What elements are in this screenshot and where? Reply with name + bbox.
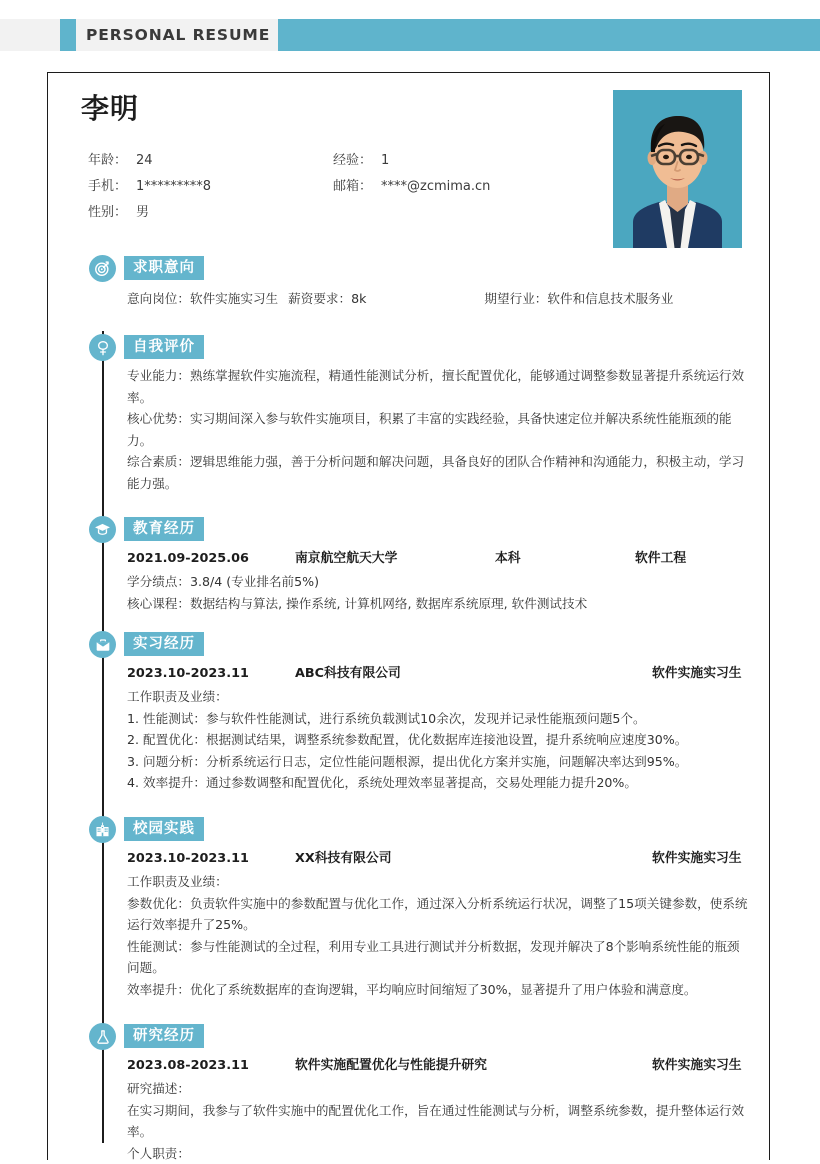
page-title: PERSONAL RESUME	[86, 19, 270, 51]
education-line: 核心课程：数据结构与算法, 操作系统, 计算机网络, 数据库系统原理, 软件测试技术	[127, 593, 752, 615]
contact-value: ****@zcmima.cn	[381, 179, 490, 194]
header-accent-bar	[60, 19, 76, 51]
internship-line: 工作职责及业绩：	[127, 686, 752, 708]
job-intention-body	[127, 288, 752, 310]
section-title-research: 研究经历	[124, 1024, 204, 1048]
campus-line: 工作职责及业绩：	[127, 871, 752, 893]
education-degree: 本科	[495, 547, 635, 571]
contact-label: 性别：	[88, 201, 127, 220]
campus-role: 软件实施实习生	[652, 847, 742, 871]
resume-card	[47, 72, 770, 1160]
contact-info-grid	[88, 145, 608, 223]
internship-role: 软件实施实习生	[652, 662, 742, 686]
industry-label: 期望行业：	[484, 288, 547, 310]
contact-field-phone	[88, 175, 333, 194]
campus-line: 性能测试：参与性能测试的全过程，利用专业工具进行测试并分析数据，发现并解决了8个影响系统性能的瓶颈问题。	[127, 936, 752, 979]
candidate-photo	[613, 90, 742, 248]
school-building-icon	[89, 816, 116, 843]
position-value: 软件实施实习生	[190, 288, 278, 310]
campus-spacer	[510, 847, 652, 871]
campus-line: 效率提升：优化了系统数据库的查询逻辑，平均响应时间缩短了30%，显著提升了用户体验和满意度。	[127, 979, 752, 1001]
section-title-internship: 实习经历	[124, 632, 204, 656]
internship-company: ABC科技有限公司	[295, 662, 510, 686]
campus-practice-body	[127, 847, 752, 1000]
internship-body	[127, 662, 752, 794]
contact-row	[88, 171, 608, 197]
award-icon	[89, 334, 116, 361]
education-school: 南京航空航天大学	[295, 547, 495, 571]
flask-icon	[89, 1023, 116, 1050]
contact-field-email	[333, 175, 490, 194]
self-evaluation-body	[127, 365, 752, 494]
internship-line: 3. 问题分析：分析系统运行日志，定位性能问题根源，提出优化方案并实施，问题解决率达到95%。	[127, 751, 752, 773]
contact-value: 24	[136, 153, 153, 168]
education-major: 软件工程	[635, 547, 686, 571]
research-spacer	[590, 1054, 652, 1078]
contact-row	[88, 145, 608, 171]
internship-line: 4. 效率提升：通过参数调整和配置优化，系统处理效率显著提高，交易处理能力提升20%。	[127, 772, 752, 794]
contact-field-experience	[333, 149, 389, 168]
campus-line: 参数优化：负责软件实施中的参数配置与优化工作，通过深入分析系统运行状况，调整了15项关键参数，使系统运行效率提升了25%。	[127, 893, 752, 936]
section-title-education: 教育经历	[124, 517, 204, 541]
education-line: 学分绩点：3.8/4 (专业排名前5%)	[127, 571, 752, 593]
contact-value: 1	[381, 153, 389, 168]
section-title-self-evaluation: 自我评价	[124, 335, 204, 359]
contact-label: 经验：	[333, 149, 372, 168]
research-role: 软件实施实习生	[652, 1054, 742, 1078]
contact-field-gender	[88, 201, 333, 220]
education-entry-header	[127, 547, 752, 571]
contact-value: 1*********8	[136, 179, 211, 194]
campus-entry-header	[127, 847, 752, 871]
research-line: 在实习期间，我参与了软件实施中的配置优化工作，旨在通过性能测试与分析，调整系统参数，提升整体运行效率。	[127, 1100, 752, 1143]
briefcase-icon	[89, 631, 116, 658]
graduation-cap-icon	[89, 516, 116, 543]
contact-value: 男	[136, 201, 149, 220]
campus-company: XX科技有限公司	[295, 847, 510, 871]
contact-label: 年龄：	[88, 149, 127, 168]
salary-label: 薪资要求：	[288, 288, 351, 310]
job-intention-row	[127, 288, 752, 310]
contact-label: 邮箱：	[333, 175, 372, 194]
research-date: 2023.08-2023.11	[127, 1054, 295, 1078]
candidate-name: 李明	[81, 87, 139, 127]
research-line: 研究描述：	[127, 1078, 752, 1100]
internship-spacer	[510, 662, 652, 686]
section-title-job-intention: 求职意向	[124, 256, 204, 280]
target-icon	[89, 255, 116, 282]
industry-value: 软件和信息技术服务业	[547, 288, 673, 310]
research-body	[127, 1054, 752, 1164]
section-title-campus-practice: 校园实践	[124, 817, 204, 841]
internship-entry-header	[127, 662, 752, 686]
self-evaluation-line: 核心优势：实习期间深入参与软件实施项目，积累了丰富的实践经验，具备快速定位并解决系统性能瓶颈的能力。	[127, 408, 752, 451]
research-line: 个人职责：	[127, 1143, 752, 1164]
internship-date: 2023.10-2023.11	[127, 662, 295, 686]
contact-row	[88, 197, 608, 223]
internship-line: 1. 性能测试：参与软件性能测试，进行系统负载测试10余次，发现并记录性能瓶颈问题5个。	[127, 708, 752, 730]
internship-line: 2. 配置优化：根据测试结果，调整系统参数配置，优化数据库连接池设置，提升系统响应速度30%。	[127, 729, 752, 751]
contact-field-age	[88, 149, 333, 168]
self-evaluation-line: 综合素质：逻辑思维能力强，善于分析问题和解决问题，具备良好的团队合作精神和沟通能力，积极主动，学习能力强。	[127, 451, 752, 494]
contact-label: 手机：	[88, 175, 127, 194]
position-label: 意向岗位：	[127, 288, 190, 310]
education-date: 2021.09-2025.06	[127, 547, 295, 571]
research-entry-header	[127, 1054, 752, 1078]
timeline-connector	[102, 331, 104, 1143]
page-header-band	[0, 19, 820, 51]
research-project: 软件实施配置优化与性能提升研究	[295, 1054, 590, 1078]
campus-date: 2023.10-2023.11	[127, 847, 295, 871]
education-body	[127, 547, 752, 614]
self-evaluation-line: 专业能力：熟练掌握软件实施流程，精通性能测试分析，擅长配置优化，能够通过调整参数显著提升系统运行效率。	[127, 365, 752, 408]
salary-value: 8k	[351, 288, 366, 310]
header-teal-block	[278, 19, 820, 51]
